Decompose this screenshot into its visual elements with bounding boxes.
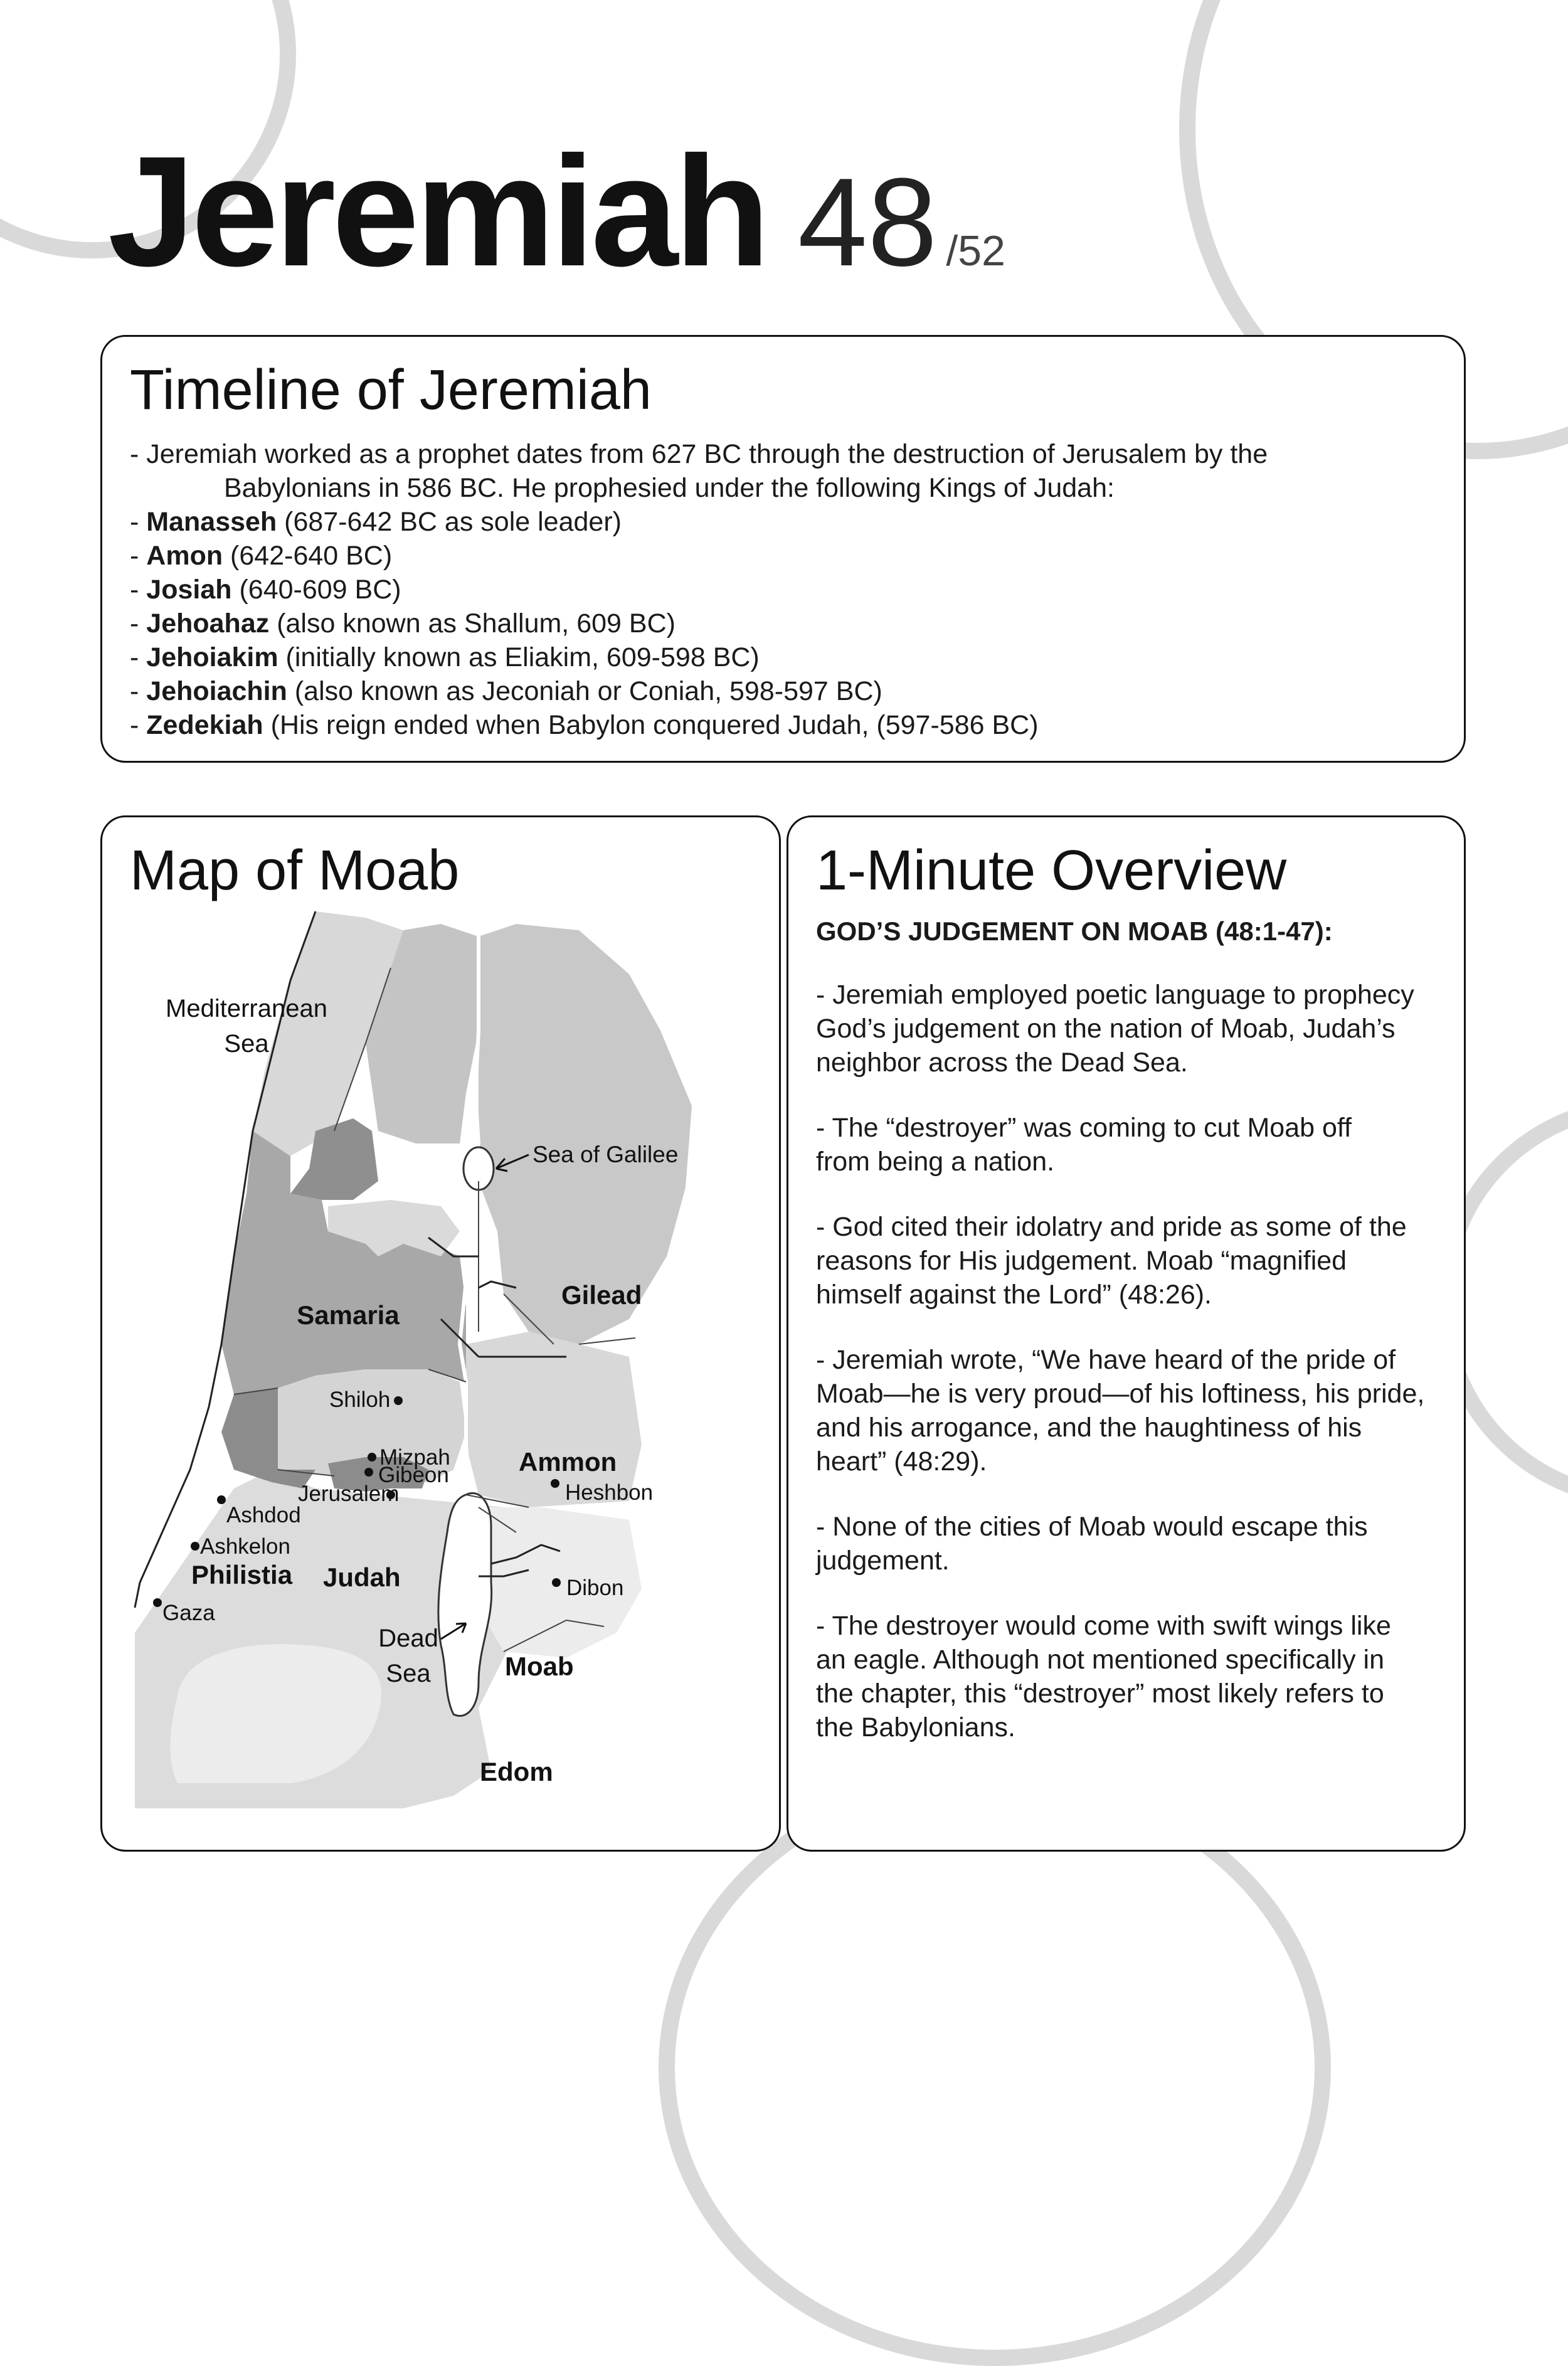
overview-line: - Jeremiah wrote, “We have heard of the pride of bbox=[816, 1345, 1396, 1375]
overview-line: and his arrogance, and the haughtiness of his bbox=[816, 1413, 1362, 1443]
overview-line: - God cited their idolatry and pride as some of the bbox=[816, 1212, 1407, 1242]
king-item bbox=[130, 505, 1436, 539]
king-detail: (640-609 BC) bbox=[231, 575, 401, 605]
overview-line: - The “destroyer” was coming to cut Moab off bbox=[816, 1113, 1352, 1143]
label-heshbon: Heshbon bbox=[565, 1480, 654, 1505]
overview-paragraph bbox=[816, 1210, 1436, 1312]
moab-map bbox=[127, 905, 755, 1833]
label-gibeon: Gibeon bbox=[378, 1463, 449, 1487]
overview-paragraph bbox=[816, 1609, 1436, 1744]
city-dot-gaza bbox=[153, 1598, 162, 1607]
overview-line: God’s judgement on the nation of Moab, Judah’s bbox=[816, 1014, 1396, 1044]
city-dot-dibon bbox=[552, 1578, 561, 1587]
king-name: Zedekiah bbox=[146, 710, 263, 740]
city-dot-ashdod bbox=[217, 1495, 226, 1504]
timeline-intro-line1: - Jeremiah worked as a prophet dates from 627 BC through the destruction of Jerusalem by the bbox=[130, 439, 1268, 469]
label-ashkelon: Ashkelon bbox=[200, 1534, 290, 1559]
book-name: Jeremiah bbox=[108, 124, 766, 299]
king-bullet: - bbox=[130, 541, 147, 571]
overview-paragraph bbox=[816, 1510, 1436, 1578]
timeline-title: Timeline of Jeremiah bbox=[130, 359, 652, 422]
king-item bbox=[130, 607, 1436, 640]
label-judah: Judah bbox=[323, 1562, 401, 1592]
overview-paragraph bbox=[816, 978, 1436, 1080]
king-name: Amon bbox=[146, 541, 223, 571]
king-detail: (642-640 BC) bbox=[223, 541, 393, 571]
overview-line: the Babylonians. bbox=[816, 1712, 1015, 1743]
label-sea-of-galilee: Sea of Galilee bbox=[532, 1142, 679, 1167]
king-name: Jehoiachin bbox=[146, 676, 287, 706]
king-detail: (also known as Jeconiah or Coniah, 598-597 BC) bbox=[287, 676, 882, 706]
overview-line: the chapter, this “destroyer” most likely refers to bbox=[816, 1679, 1384, 1709]
king-bullet: - bbox=[130, 710, 147, 740]
king-name: Jehoiakim bbox=[146, 642, 278, 672]
king-name: Josiah bbox=[146, 575, 232, 605]
label-moab: Moab bbox=[505, 1652, 574, 1681]
overview-line: - Jeremiah employed poetic language to prophecy bbox=[816, 980, 1414, 1010]
king-bullet: - bbox=[130, 676, 147, 706]
king-bullet: - bbox=[130, 575, 147, 605]
overview-title: 1-Minute Overview bbox=[816, 839, 1287, 902]
timeline-intro-line2: Babylonians in 586 BC. He prophesied under the following Kings of Judah: bbox=[224, 473, 1115, 503]
label-philistia: Philistia bbox=[191, 1560, 293, 1589]
king-bullet: - bbox=[130, 507, 147, 537]
king-item bbox=[130, 708, 1436, 742]
timeline-panel bbox=[100, 335, 1466, 763]
label-samaria: Samaria bbox=[297, 1300, 400, 1330]
map-panel bbox=[100, 815, 781, 1852]
city-dot-shiloh bbox=[394, 1396, 403, 1405]
overview-line: judgement. bbox=[816, 1546, 950, 1576]
overview-heading: GOD’S JUDGEMENT ON MOAB (48:1-47): bbox=[816, 916, 1333, 946]
overview-paragraph bbox=[816, 1111, 1436, 1179]
chapter-total: /52 bbox=[946, 227, 1005, 275]
chapter-number: 48 bbox=[797, 152, 938, 292]
overview-line: - The destroyer would come with swift wings like bbox=[816, 1611, 1391, 1641]
city-dot-ashkelon bbox=[191, 1542, 199, 1551]
label-jerusalem: Jerusalem bbox=[298, 1482, 400, 1506]
king-item bbox=[130, 640, 1436, 674]
decorative-ring-bottom bbox=[659, 1769, 1331, 2366]
overview-line: himself against the Lord” (48:26). bbox=[816, 1280, 1212, 1310]
label-mizpah: Mizpah bbox=[379, 1445, 450, 1470]
city-dot-gibeon bbox=[364, 1468, 373, 1477]
overview-line: an eagle. Although not mentioned specifically in bbox=[816, 1645, 1385, 1675]
page-title bbox=[108, 124, 1005, 299]
city-dot-mizpah bbox=[368, 1453, 376, 1462]
label-dead: Dead bbox=[378, 1625, 438, 1652]
overview-line: from being a nation. bbox=[816, 1147, 1055, 1177]
label-ashdod: Ashdod bbox=[226, 1503, 301, 1527]
overview-panel bbox=[787, 815, 1466, 1852]
label-mediterranean-sea: Sea bbox=[224, 1030, 269, 1058]
label-dibon: Dibon bbox=[566, 1576, 624, 1600]
timeline-list bbox=[130, 437, 1436, 742]
overview-line: Moab—he is very proud—of his loftiness, his pride, bbox=[816, 1379, 1425, 1409]
king-name: Manasseh bbox=[146, 507, 277, 537]
label-gaza: Gaza bbox=[162, 1601, 215, 1625]
king-item bbox=[130, 674, 1436, 708]
overview-line: neighbor across the Dead Sea. bbox=[816, 1048, 1188, 1078]
king-bullet: - bbox=[130, 642, 147, 672]
king-bullet: - bbox=[130, 608, 147, 639]
king-item bbox=[130, 539, 1436, 573]
king-name: Jehoahaz bbox=[146, 608, 270, 639]
king-detail: (687-642 BC as sole leader) bbox=[277, 507, 622, 537]
label-mediterranean: Mediterranean bbox=[166, 995, 327, 1022]
king-item bbox=[130, 573, 1436, 607]
overview-line: reasons for His judgement. Moab “magnified bbox=[816, 1246, 1347, 1276]
label-gilead: Gilead bbox=[561, 1280, 642, 1310]
label-shiloh: Shiloh bbox=[329, 1387, 391, 1412]
city-dot-heshbon bbox=[551, 1479, 559, 1488]
label-edom: Edom bbox=[480, 1757, 553, 1786]
timeline-intro bbox=[130, 437, 1436, 505]
label-dead-sea: Sea bbox=[386, 1660, 431, 1687]
king-detail: (initially known as Eliakim, 609-598 BC) bbox=[278, 642, 760, 672]
overview-paragraph bbox=[816, 1343, 1436, 1478]
overview-line: - None of the cities of Moab would escape this bbox=[816, 1512, 1368, 1542]
king-detail: (His reign ended when Babylon conquered Judah, (597-586 BC) bbox=[263, 710, 1039, 740]
label-ammon: Ammon bbox=[519, 1447, 617, 1477]
map-title: Map of Moab bbox=[130, 839, 460, 902]
overview-line: heart” (48:29). bbox=[816, 1446, 987, 1477]
king-detail: (also known as Shallum, 609 BC) bbox=[269, 608, 675, 639]
